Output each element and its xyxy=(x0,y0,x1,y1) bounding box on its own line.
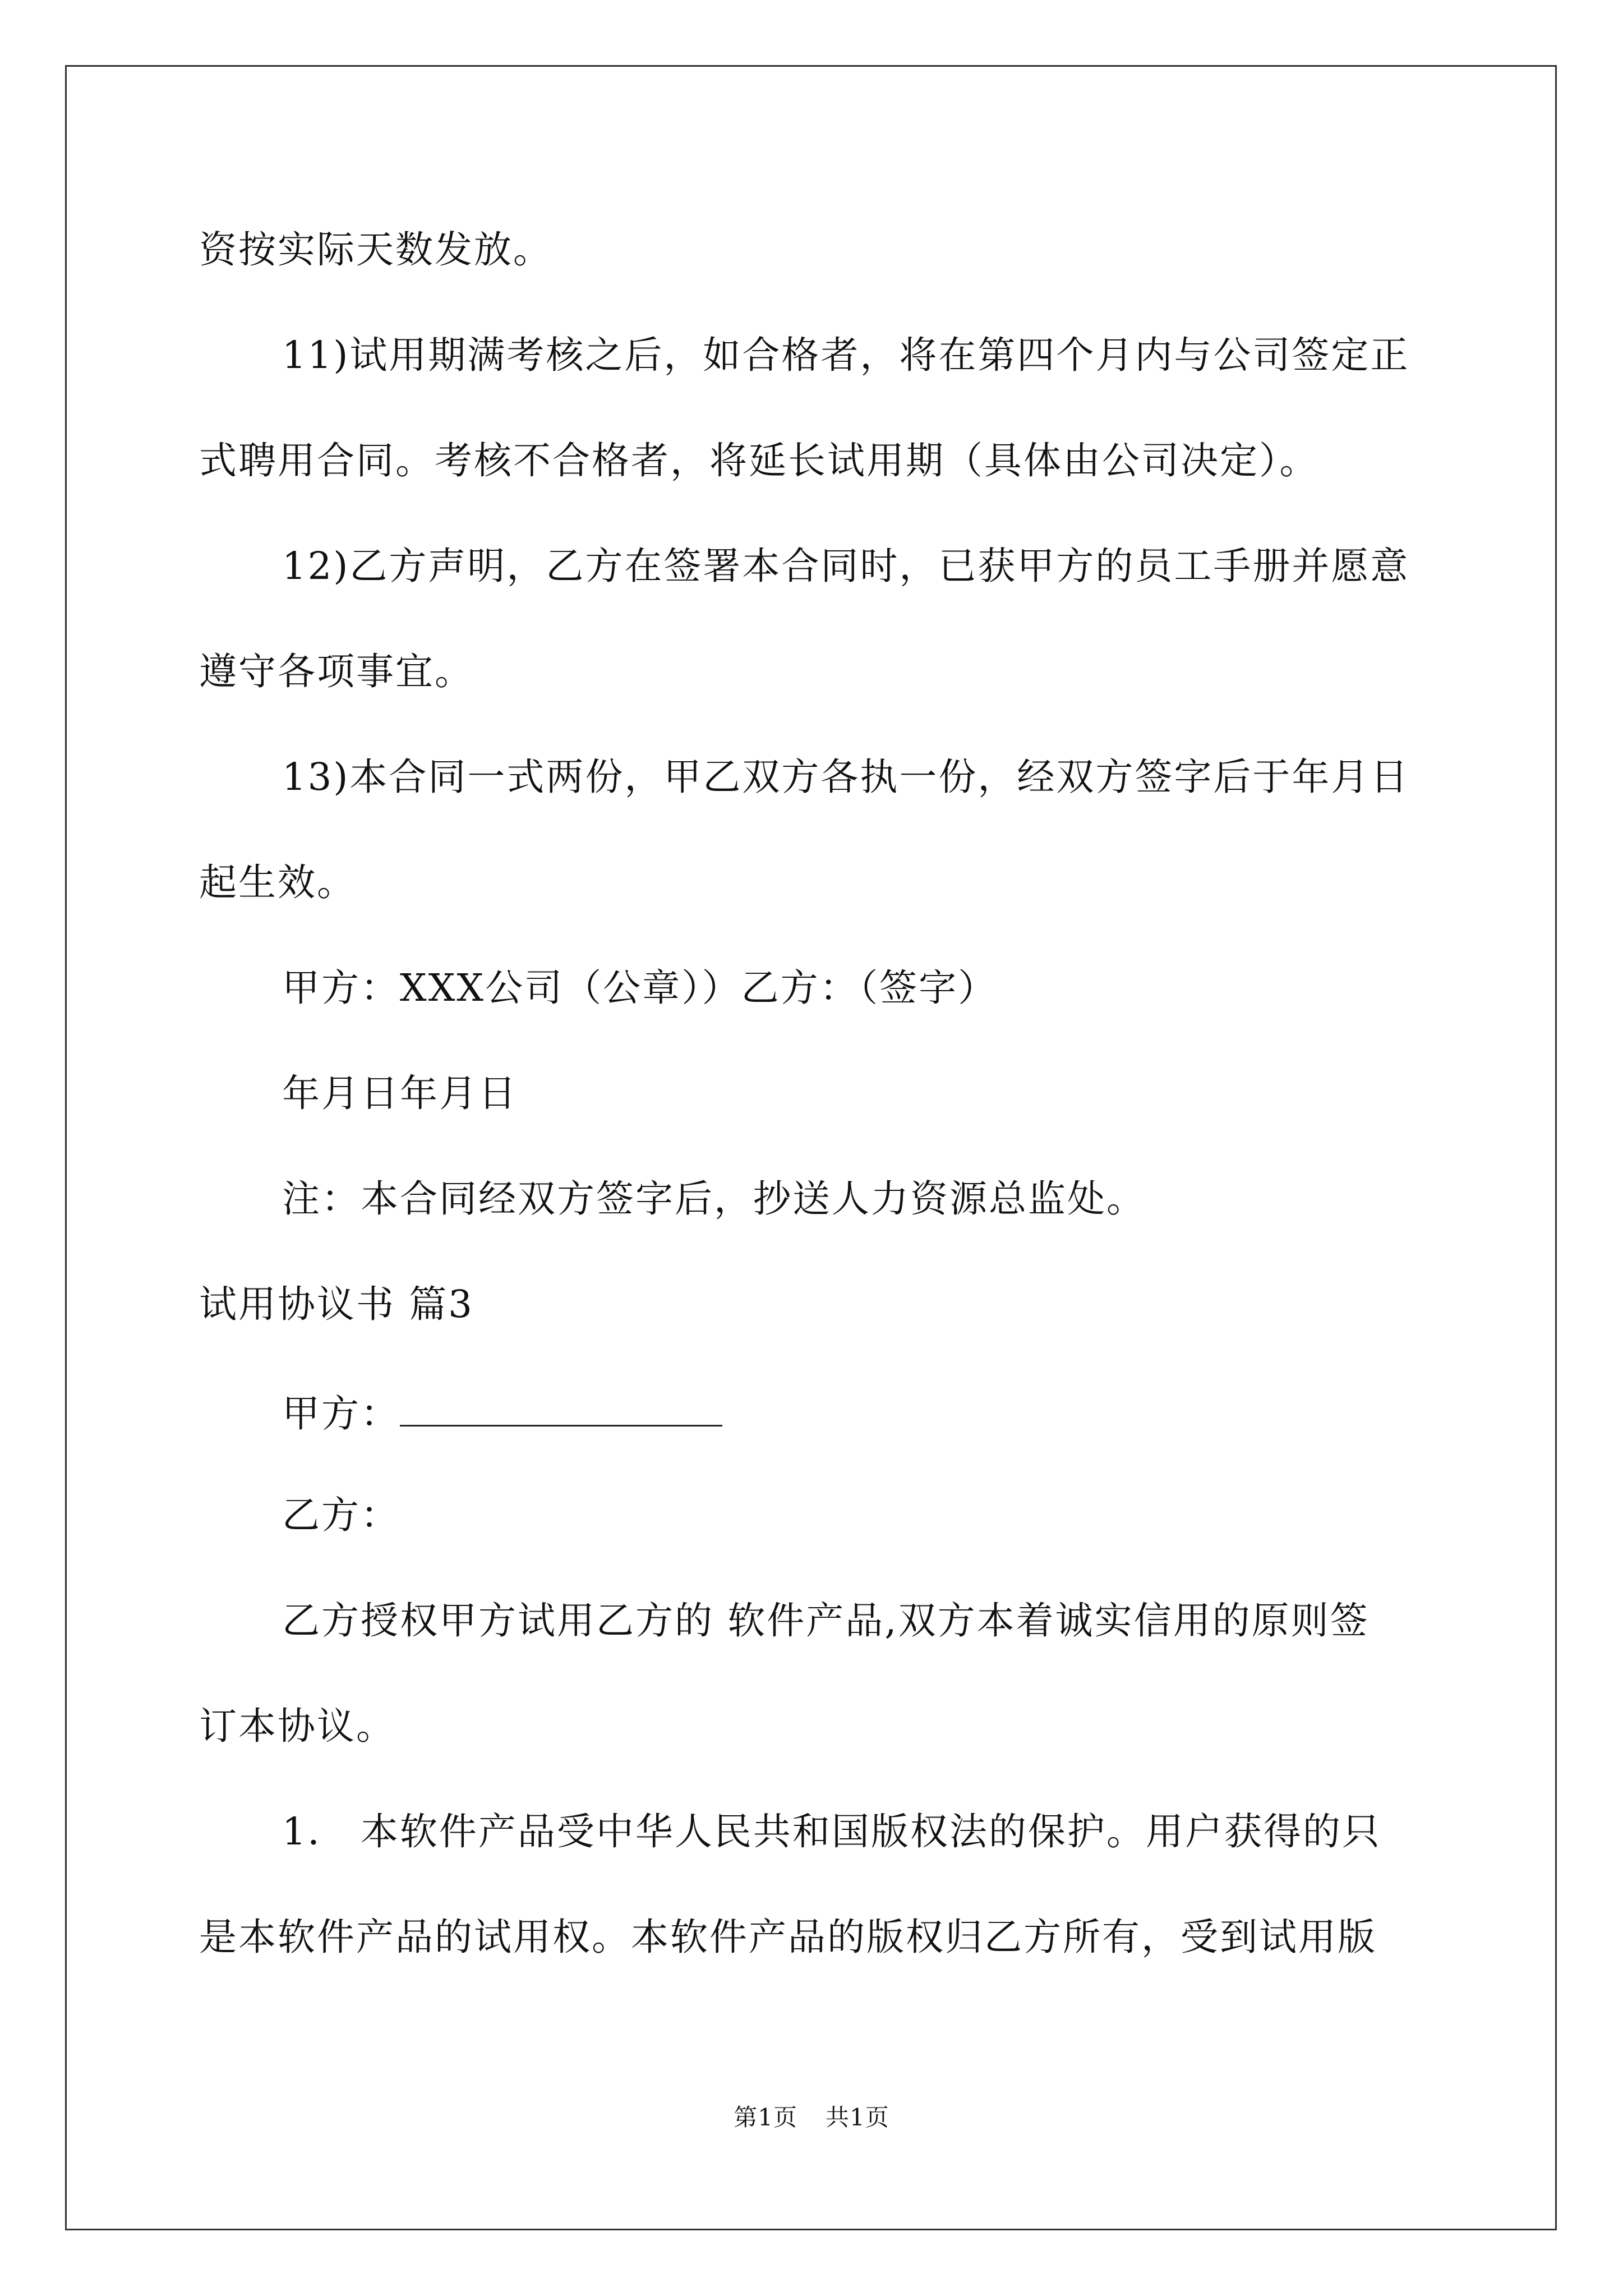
text-line: 式聘用合同。考核不合格者，将延长试用期（具体由公司决定）。 xyxy=(199,439,1319,482)
text-line: 13)本合同一式两份，甲乙双方各执一份，经双方签字后于年月日 xyxy=(282,755,1410,799)
text-line: 资按实际天数发放。 xyxy=(199,228,552,272)
party-a-line xyxy=(282,1391,722,1433)
page-border xyxy=(65,65,1557,2230)
text-line: 起生效。 xyxy=(199,861,356,904)
signature-line: 甲方：XXX公司（公章））乙方：（签字） xyxy=(282,966,998,1010)
text-line: 遵守各项事宜。 xyxy=(199,650,474,693)
text-line: 1． 本软件产品受中华人民共和国版权法的保护。用户获得的只 xyxy=(282,1810,1381,1853)
note-line: 注：本合同经双方签字后，抄送人力资源总监处。 xyxy=(282,1177,1146,1221)
section-title: 试用协议书 篇3 xyxy=(199,1282,474,1326)
date-line: 年月日年月日 xyxy=(282,1071,518,1115)
text-line: 是本软件产品的试用权。本软件产品的版权归乙方所有，受到试用版 xyxy=(199,1915,1377,1959)
current-page: 第1页 xyxy=(734,2104,797,2131)
total-pages: 共1页 xyxy=(826,2104,889,2131)
text-line: 12)乙方声明，乙方在签署本合同时，已获甲方的员工手册并愿意 xyxy=(282,544,1410,588)
text-line: 订本协议。 xyxy=(199,1704,395,1748)
party-a-label: 甲方： xyxy=(282,1392,400,1435)
text-line: 11)试用期满考核之后，如合格者，将在第四个月内与公司签定正 xyxy=(282,333,1410,377)
party-a-blank xyxy=(400,1391,722,1427)
page-footer xyxy=(0,2099,1623,2133)
party-b-label: 乙方： xyxy=(282,1493,400,1537)
text-line: 乙方授权甲方试用乙方的 软件产品,双方本着诚实信用的原则签 xyxy=(282,1599,1370,1642)
